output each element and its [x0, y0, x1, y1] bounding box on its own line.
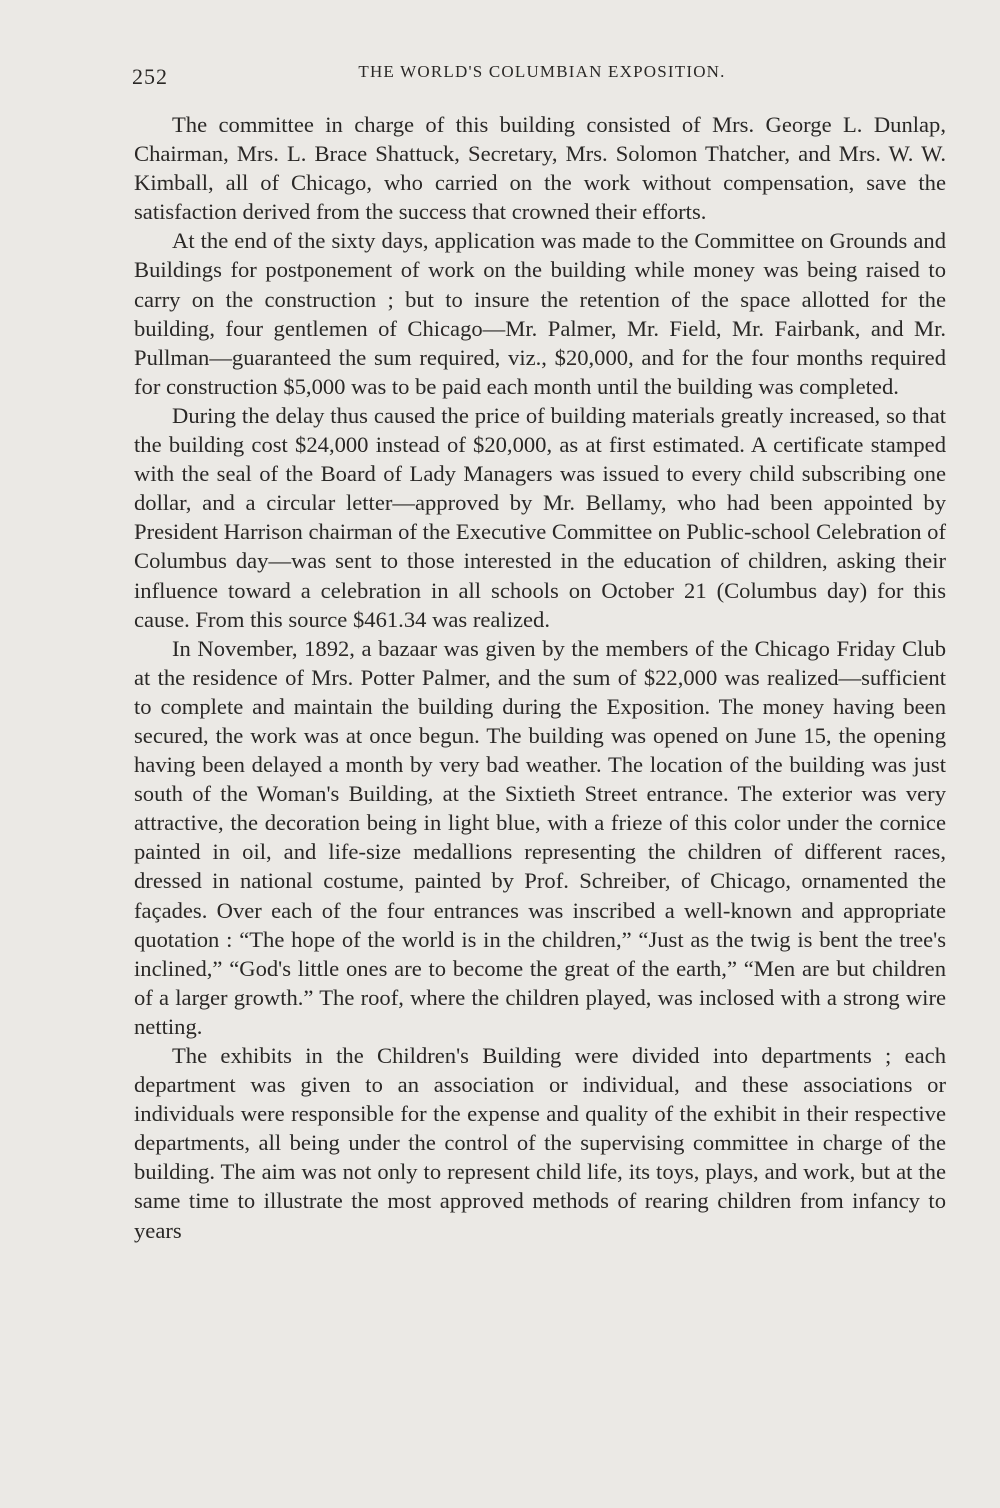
running-title: THE WORLD'S COLUMBIAN EXPOSITION. [358, 62, 726, 81]
paragraph-exhibits: The exhibits in the Children's Building were divided into departments ; each department was given to an association or individual, and these associations or individuals were responsible for the expense and quality of the exhibit in their respective departments, all being under the control of the supervising committee in charge of the building. The aim was not only to represent child life, its toys, plays, and work, but at the same time to illustrate the most approved methods of rearing children from infancy to years [134, 1043, 946, 1243]
paragraph-delay: During the delay thus caused the price of building materials greatly increased, so that the building cost $24,000 instead of $20,000, as at first estimated. A certificate stamped with the seal of the Board of Lady Managers was issued to every child subscribing one dollar, and a circular letter—approved by Mr. Bellamy, who had been appointed by President Harrison chairman of the Executive Committee on Public-school Celebration of Columbus day—was sent to those interested in the education of children, asking their influence toward a celebration in all schools on October 21 (Columbus day) for this cause. From this source $461.34 was realized. [134, 402, 946, 632]
body-text [134, 110, 946, 1245]
page-number: 252 [132, 64, 168, 89]
paragraph-bazaar: In November, 1892, a bazaar was given by the members of the Chicago Friday Club at the residence of Mrs. Potter Palmer, and the sum of $22,000 was realized—sufficient to complete and maintain the building during the Exposition. The money having been secured, the work was at once begun. The building was opened on June 15, the opening having been delayed a month by very bad weather. The location of the building was just south of the Woman's Building, at the Sixtieth Street entrance. The exterior was very attractive, the decoration being in light blue, with a frieze of this color under the cornice painted in oil, and life-size medallions representing the children of different races, dressed in national costume, painted by Prof. Schreiber, of Chicago, ornamented the façades. Over each of the four entrances was inscribed a well-known and appropriate quotation : “The hope of the world is in the children,” “Just as the twig is bent the tree's inclined,” “God's little ones are to become the great of the earth,” “Men are but children of a larger growth.” The roof, where the children played, was inclosed with a strong wire netting. [134, 635, 946, 1039]
paragraph-committee: The committee in charge of this building consisted of Mrs. George L. Dunlap, Chairman, Mrs. L. Brace Shattuck, Secretary, Mrs. Solomon Thatcher, and Mrs. W. W. Kimball, all of Chicago, who carried on the work without compensation, save the satisfaction derived from the success that crowned their efforts. [134, 112, 946, 225]
page-header [132, 56, 952, 96]
paragraph-sixty-days: At the end of the sixty days, application was made to the Committee on Grounds and Buildings for postponement of work on the building while money was being raised to carry on the construction ; but to insure the retention of the space allotted for the building, four gentlemen of Chicago—Mr. Palmer, Mr. Field, Mr. Fairbank, and Mr. Pullman—guaranteed the sum required, viz., $20,000, and for the four months required for construction $5,000 was to be paid each month until the building was completed. [134, 228, 946, 399]
